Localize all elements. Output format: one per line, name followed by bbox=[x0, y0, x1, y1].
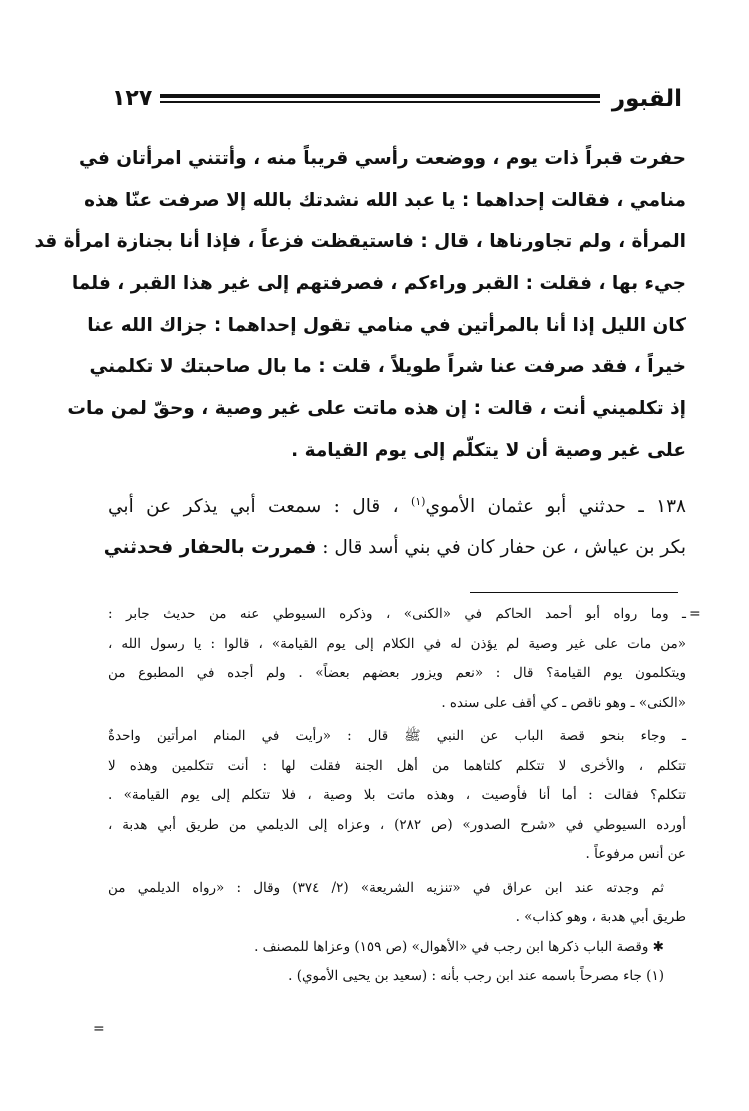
narration-line bbox=[103, 527, 686, 569]
header-rule bbox=[160, 94, 600, 103]
header-title: القبور bbox=[611, 86, 682, 112]
footnote-line: تتكلم ، والأخرى لا تتكلم كلتاهما من أهل الجنة فقلت لها : أنت تتكلمين وهذه لا bbox=[108, 757, 686, 774]
main-line: المرأة ، ولم تجاورناها ، قال : فاستيقظت فزعاً ، فإذا أنا بجنازة امرأة قد bbox=[34, 231, 686, 253]
main-line: خيراً ، فقد صرفت عنا شراً طويلاً ، قلت : ما بال صاحبتك لا تكلمني bbox=[89, 356, 686, 378]
footnote-1: (١) جاء مصرحاً باسمه عند ابن رجب بأنه : (سعيد بن يحيى الأموي) . bbox=[288, 968, 664, 984]
running-header bbox=[112, 84, 682, 118]
footnote-line: «من مات على غير وصية لم يؤذن له في الكلام إلى يوم القيامة» ، قالوا : يا رسول الله ، bbox=[108, 635, 686, 652]
narration-line bbox=[108, 486, 686, 528]
main-text bbox=[34, 138, 686, 569]
main-line: جيء بها ، فقلت : القبر وراءكم ، فصرفتهم إلى غير هذا القبر ، فلما bbox=[71, 273, 686, 295]
main-line: حفرت قبراً ذات يوم ، ووضعت رأسي قريباً منه ، وأتتني امرأتان في bbox=[79, 148, 686, 169]
narration-text-bold: فمررت بالحفار فحدثني bbox=[103, 537, 317, 559]
footnote-line: ثم وجدته عند ابن عراق في «تنزيه الشريعة» (٢/ ٣٧٤) وقال : «رواه الديلمي من bbox=[108, 879, 664, 896]
narration-text: بكر بن عياش ، عن حفار كان في بني أسد قال : bbox=[316, 537, 686, 559]
continuation-mark: = bbox=[689, 606, 701, 622]
main-line: إذ تكلميني أنت ، قالت : إن هذه ماتت على غير وصية ، وحقّ لمن مات bbox=[67, 398, 686, 420]
footnote-line: أورده السيوطي في «شرح الصدور» (ص ٢٨٢) ، وعزاه إلى الديلمي من طريق أبي هدبة ، bbox=[108, 816, 686, 833]
main-line: منامي ، فقالت إحداهما : يا عبد الله نشدتك بالله إلا صرفت عنّا هذه bbox=[84, 189, 686, 211]
continuation-mark: = bbox=[93, 1021, 105, 1037]
page-number: ١٢٧ bbox=[112, 86, 153, 111]
footnote-ref: (١) bbox=[410, 494, 426, 508]
paragraph-gap bbox=[108, 472, 686, 486]
main-line: كان الليل إذا أنا بالمرأتين في منامي تقول إحداهما : جزاك الله عنا bbox=[87, 314, 686, 336]
footnote-line: طريق أبي هدبة ، وهو كذاب» . bbox=[515, 909, 686, 925]
footnote-line: «الكنى» ـ وهو ناقص ـ كي أقف على سنده . bbox=[441, 694, 686, 711]
star-note: ✱ وقصة الباب ذكرها ابن رجب في «الأهوال» (ص ١٥٩) وعزاها للمصنف . bbox=[254, 938, 664, 955]
footnote-line: عن أنس مرفوعاً . bbox=[585, 846, 686, 862]
footnote-separator bbox=[470, 592, 678, 593]
footnote-line: ـ وجاء بنحو قصة الباب عن النبي ﷺ قال : «رأيت في المنام امرأتين واحدةٌ bbox=[108, 728, 686, 744]
footnotes bbox=[108, 600, 686, 992]
footnote-line: ـ وما رواه أبو أحمد الحاكم في «الكنى» ، وذكره السيوطي عنه من حديث جابر : bbox=[108, 606, 686, 622]
narration-text: ١٣٨ ـ حدثني أبو عثمان الأموي bbox=[425, 495, 686, 517]
main-line: على غير وصية أن لا يتكلّم إلى يوم القيامة . bbox=[291, 439, 686, 461]
footnote-line: ويتكلمون يوم القيامة؟ قال : «نعم ويزور بعضهم بعضاً» . ولم أجده في المطبوع من bbox=[108, 665, 686, 681]
narration-text: ، قال : سمعت أبي يذكر عن أبي bbox=[108, 495, 399, 517]
footnote-line: تتكلم؟ فقالت : أما أنا فأوصيت ، وهذه ماتت بلا وصية ، فلا تتكلم إلى يوم القيامة» . bbox=[108, 787, 686, 803]
